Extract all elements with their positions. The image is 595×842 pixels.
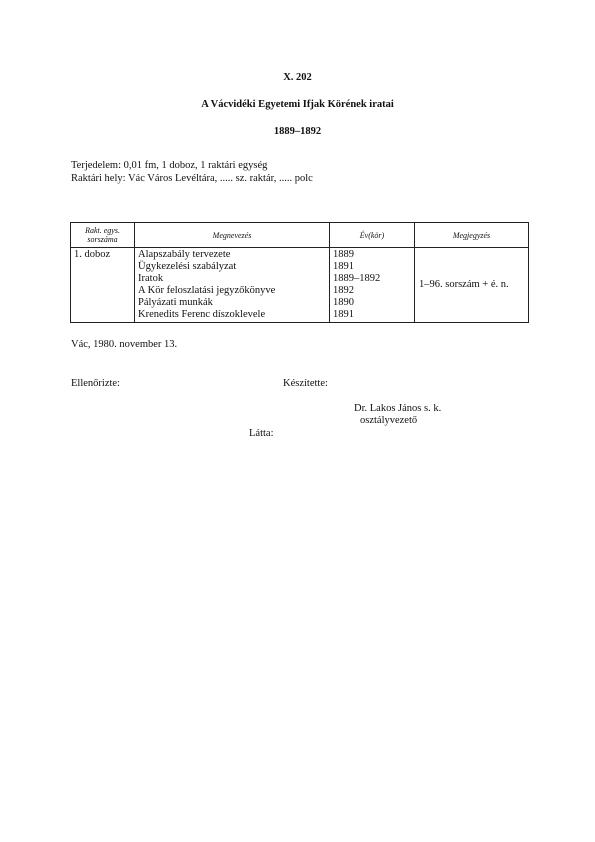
document-date: Vác, 1980. november 13. [71, 339, 178, 350]
col-header-unit: Rakt. egys. sorszáma [71, 223, 135, 248]
remark-cell [415, 248, 529, 323]
item-year: 1891 [333, 261, 354, 272]
col-header-year: Év(kör) [330, 223, 415, 248]
item-name: Ügykezelési szabályzat [138, 261, 237, 272]
table-header-row [71, 223, 529, 248]
item-name: A Kör feloszlatási jegyzőkönyve [138, 285, 276, 296]
location-line: Raktári hely: Vác Város Levéltára, ..... sz. raktár, ..... polc [71, 173, 313, 184]
table-row [71, 248, 529, 323]
unit-label: 1. doboz [74, 249, 111, 260]
seen-by-label: Látta: [249, 428, 274, 439]
fonds-code: X. 202 [283, 72, 312, 83]
fonds-years: 1889–1892 [273, 126, 322, 137]
item-name: Pályázati munkák [138, 297, 213, 308]
item-year: 1891 [333, 309, 354, 320]
item-year: 1889 [333, 249, 354, 260]
signer-role: osztályvezető [360, 415, 418, 426]
unit-cell [71, 248, 135, 323]
remark-text: 1–96. sorszám + é. n. [419, 279, 509, 290]
signer-name: Dr. Lakos János s. k. [354, 403, 442, 414]
extent-line: Terjedelem: 0,01 fm, 1 doboz, 1 raktári egység [71, 160, 268, 171]
checked-by-label: Ellenőrizte: [71, 378, 120, 389]
item-name: Alapszabály tervezete [138, 249, 231, 260]
year-cell [330, 248, 415, 323]
item-year: 1892 [333, 285, 354, 296]
fonds-title: A Vácvidéki Egyetemi Ifjak Körének iratai [201, 99, 394, 110]
name-cell [135, 248, 330, 323]
col-header-name: Megnevezés [135, 223, 330, 248]
inventory-table [70, 222, 529, 323]
item-year: 1889–1892 [333, 273, 381, 284]
col-header-remark: Megjegyzés [415, 223, 529, 248]
item-name: Iratok [138, 273, 164, 284]
prepared-by-label: Készítette: [283, 378, 328, 389]
item-name: Krenedits Ferenc díszoklevele [138, 309, 266, 320]
item-year: 1890 [333, 297, 354, 308]
